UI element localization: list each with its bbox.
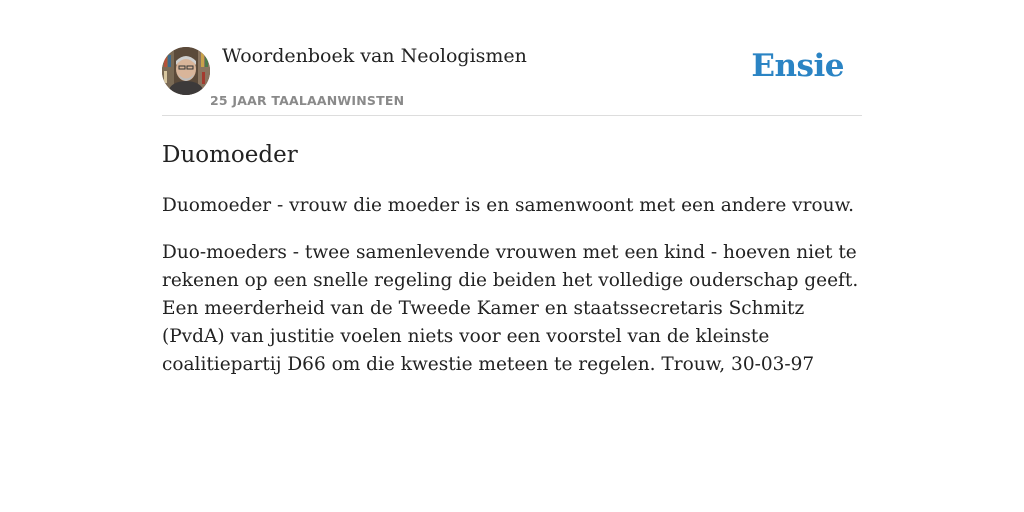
site-subtitle: 25 JAAR TAALAANWINSTEN	[210, 93, 405, 108]
content-column	[162, 0, 862, 379]
entry-quote: Duo-moeders - twee samenlevende vrouwen met een kind - hoeven niet te rekenen op een snelle regeling die beiden het volledige ouderschap geeft. Een meerderheid van de Tweede Kamer en staatssecretaris Schmitz (PvdA) van justitie voelen niets voor een voorstel van de kleinste coalitiepartij D66 om die kwestie meteen te regelen. Trouw, 30-03-97	[162, 242, 859, 375]
entry-term: Duomoeder	[162, 142, 298, 168]
site-header	[162, 0, 862, 116]
site-title[interactable]: Woordenboek van Neologismen	[222, 45, 527, 67]
author-avatar[interactable]	[162, 47, 210, 95]
avatar-image	[162, 47, 210, 95]
ensie-logo-link[interactable]: Ensie	[751, 48, 844, 84]
entry-definition: Duomoeder - vrouw die moeder is en samenwoont met een andere vrouw.	[162, 195, 855, 216]
